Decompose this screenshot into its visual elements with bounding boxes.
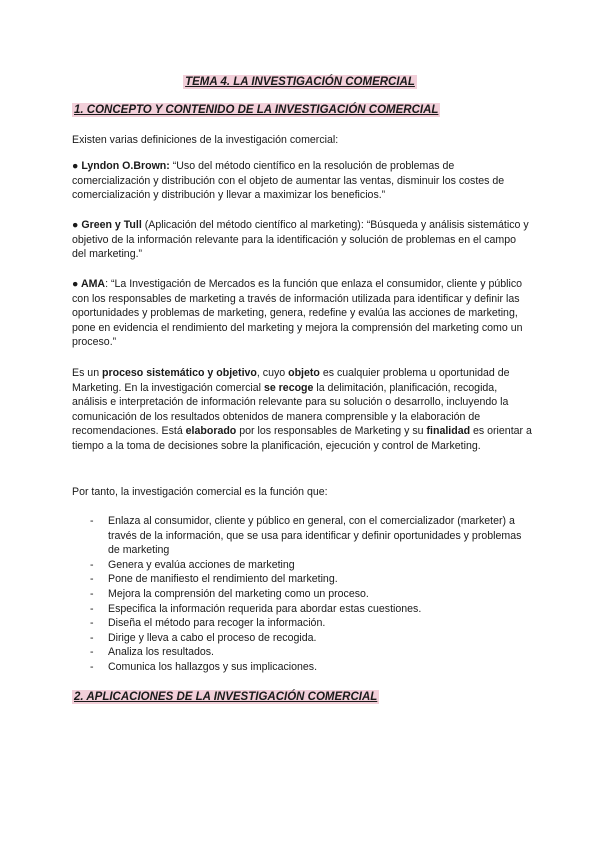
list-item: - Genera y evalúa acciones de marketing: [72, 558, 532, 573]
paragraph-text: por los responsables de Marketing y su: [236, 425, 427, 438]
definition-lyndon-brown: [72, 159, 532, 203]
section2-heading-block: [72, 687, 379, 705]
paragraph-text: es orientar a tiempo a la toma de decisiones sobre la planificación, ejecución y control de Marketing.: [72, 425, 532, 452]
definition-author: ● Green y Tull: [72, 219, 142, 231]
definition-author: ● Lyndon O.Brown:: [72, 160, 170, 172]
paragraph-bold: objeto: [288, 367, 320, 379]
list-item: - Enlaza al consumidor, cliente y público en general, con el comercializador (marketer) a través de la información, que se usa para identificar y definir oportunidades y problemas de marketing: [72, 514, 532, 558]
paragraph-bold: finalidad: [426, 425, 471, 438]
list-item: - Pone de manifiesto el rendimiento del marketing.: [72, 572, 532, 587]
concept-paragraph: [72, 366, 532, 454]
definition-author: ● AMA: [72, 278, 106, 290]
paragraph-text: Es un: [72, 367, 103, 379]
paragraph-text: es cualquier problema u oportunidad de Marketing. En la investigación comercial: [72, 367, 510, 394]
function-list: [72, 514, 532, 675]
list-item: - Dirige y lleva a cabo el proceso de recogida.: [72, 631, 532, 646]
document-title: TEMA 4. LA INVESTIGACIÓN COMERCIAL: [185, 76, 415, 88]
paragraph-bold: proceso sistemático y objetivo: [102, 367, 257, 379]
definition-ama: [72, 277, 532, 350]
definition-text: “Uso del método científico en la resolución de problemas de comercialización y distribución con el objeto de aumentar las ventas, disminuir los costes de comercialización y distribución y llevar a maximizar los beneficios.”: [72, 160, 505, 202]
list-item: - Analiza los resultados.: [72, 645, 532, 660]
list-item: - Especifica la información requerida para abordar estas cuestiones.: [72, 602, 532, 617]
paragraph-text: la delimitación, planificación, recogida, análisis e interpretación de información relevante para su solución o desarrollo, incluyendo la comunicación de los resultados obtenidos de manera comprensible y la elaboración de recomendaciones. Está: [72, 381, 509, 438]
list-item: - Mejora la comprensión del marketing como un proceso.: [72, 587, 532, 602]
list-item: - Comunica los hallazgos y sus implicaciones.: [72, 660, 532, 675]
section1-intro: Existen varias definiciones de la investigación comercial:: [72, 134, 339, 146]
paragraph-bold: elaborado: [185, 425, 237, 438]
paragraph-text: , cuyo: [256, 367, 289, 379]
section2-heading: 2. APLICACIONES DE LA INVESTIGACIÓN COMERCIAL: [74, 691, 378, 703]
definition-text: : “La Investigación de Mercados es la función que enlaza el consumidor, cliente y público con los responsables de marketing a través de información utilizada para identificar y definir las oportunidades y problemas de marketing, genera, redefine y evalúa las acciones de marketing, pone en evidencia el rendimiento del marketing y mejora la comprensión del marketing como un proceso.”: [72, 278, 523, 349]
list-item: - Diseña el método para recoger la información.: [72, 616, 532, 631]
title-block: [0, 72, 600, 90]
section1-heading: 1. CONCEPTO Y CONTENIDO DE LA INVESTIGACIÓN COMERCIAL: [74, 104, 439, 116]
list-intro: Por tanto, la investigación comercial es la función que:: [72, 486, 328, 498]
section1-heading-block: [72, 100, 440, 118]
definition-green-tull: [72, 218, 532, 262]
definition-text: (Aplicación del método científico al marketing): “Búsqueda y análisis sistemático y objetivo de la información relevante para la identificación y solución de problemas en el campo del marketing.”: [72, 219, 529, 261]
paragraph-bold: se recoge: [263, 381, 314, 394]
